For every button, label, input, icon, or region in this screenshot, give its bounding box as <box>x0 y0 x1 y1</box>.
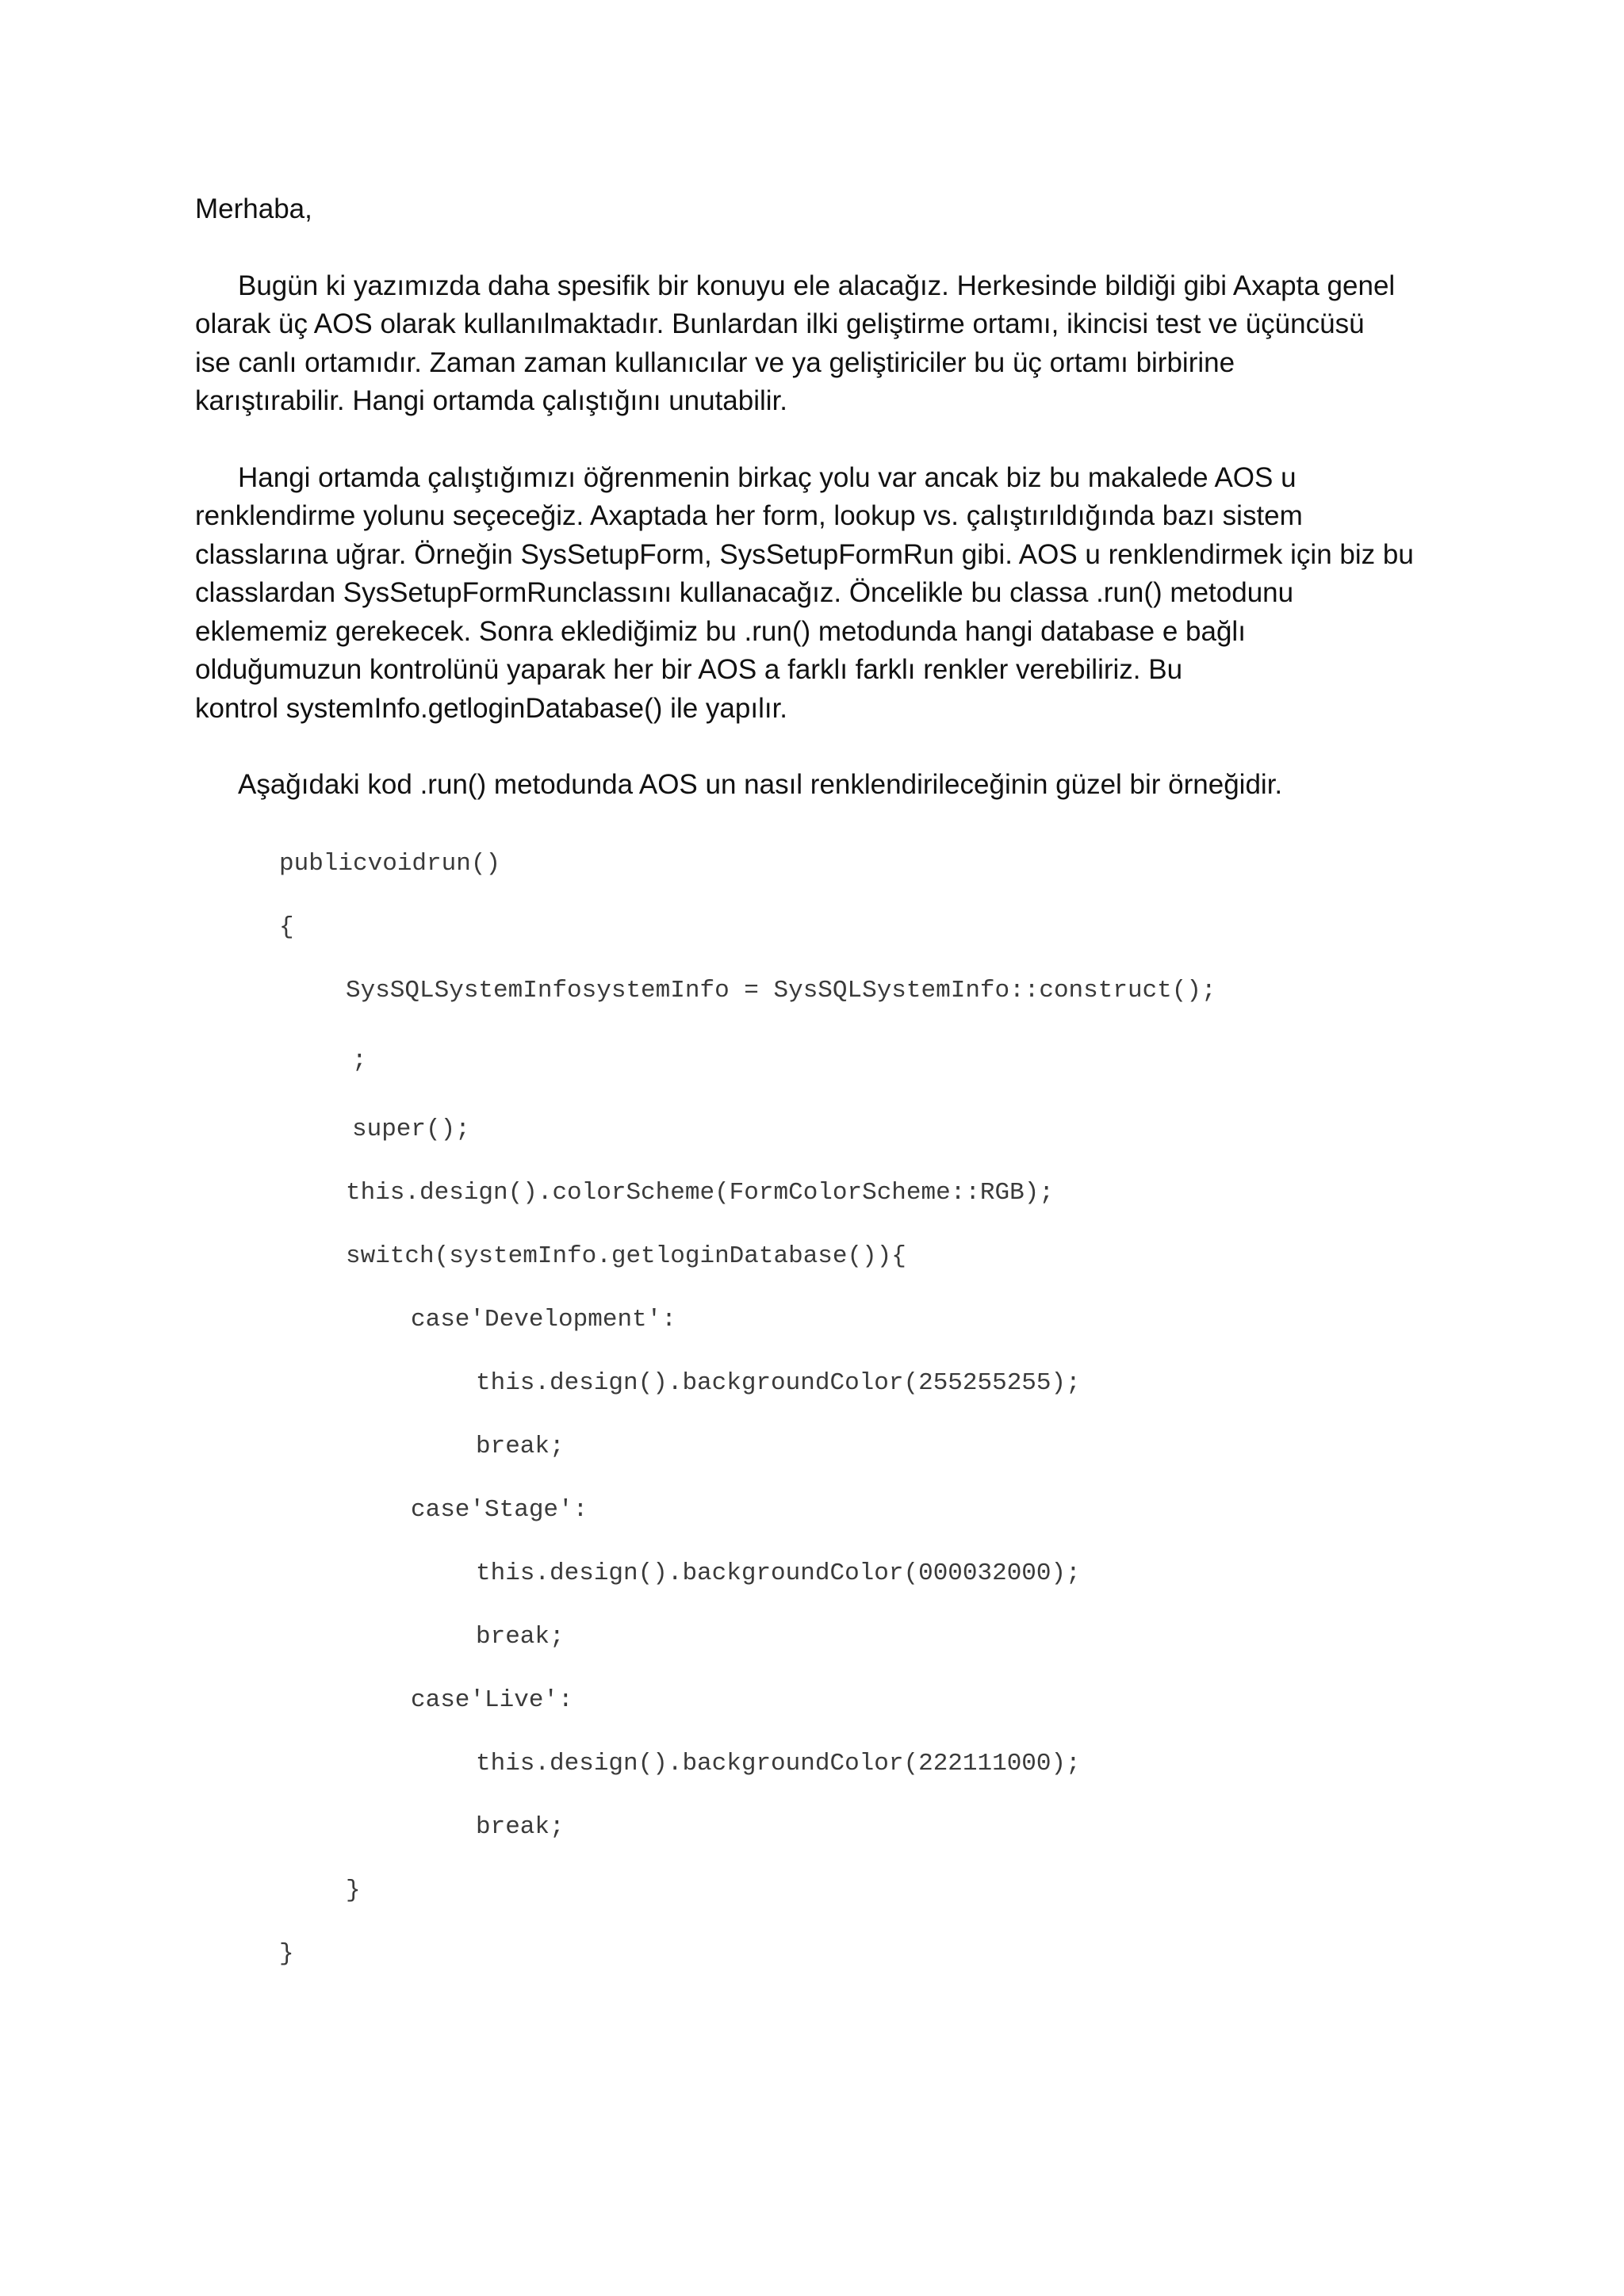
code-line: ; <box>352 1047 367 1074</box>
code-line: break; <box>476 1813 565 1841</box>
code-line: this.design().backgroundColor(222111000); <box>476 1750 1081 1777</box>
paragraph-1 <box>195 267 1464 421</box>
code-line: this.design().colorScheme(FormColorScheme::RGB); <box>346 1179 1054 1207</box>
code-line: SysSQLSystemInfosystemInfo = SysSQLSystemInfo::construct(); <box>346 977 1216 1004</box>
paragraph-2-line: renklendirme yolunu seçeceğiz. Axaptada her form, lookup vs. çalıştırıldığında bazı sistem <box>195 500 1303 531</box>
paragraph-1-line: Bugün ki yazımızda daha spesifik bir konuyu ele alacağız. Herkesinde bildiği gibi Axapta genel <box>238 270 1396 301</box>
code-line: switch(systemInfo.getloginDatabase()){ <box>346 1242 906 1270</box>
paragraph-1-line: olarak üç AOS olarak kullanılmaktadır. Bunlardan ilki geliştirme ortamı, ikincisi test ve üçüncüsü <box>195 308 1365 339</box>
code-line: break; <box>476 1623 565 1651</box>
paragraph-2-line: eklememiz gerekecek. Sonra eklediğimiz bu .run() metodunda hangi database e bağlı <box>195 615 1246 647</box>
code-line: case'Development': <box>411 1306 676 1334</box>
paragraph-1-line: karıştırabilir. Hangi ortamda çalıştığını unutabilir. <box>195 385 788 416</box>
code-line: super(); <box>352 1115 470 1143</box>
paragraph-3 <box>195 766 1464 805</box>
paragraph-3-line: Aşağıdaki kod .run() metodunda AOS un nasıl renklendirileceğinin güzel bir örneğidir. <box>238 769 1283 800</box>
code-line: { <box>279 913 294 941</box>
paragraph-2-line: Hangi ortamda çalıştığımızı öğrenmenin birkaç yolu var ancak biz bu makalede AOS u <box>238 461 1297 493</box>
paragraph-2-line: kontrol systemInfo.getloginDatabase() ile yapılır. <box>195 692 788 724</box>
code-line: case'Stage': <box>411 1496 588 1524</box>
paragraph-1-line: ise canlı ortamıdır. Zaman zaman kullanıcılar ve ya geliştiriciler bu üç ortamı birbirine <box>195 346 1235 378</box>
paragraph-2-line: classlarına uğrar. Örneğin SysSetupForm, SysSetupFormRun gibi. AOS u renklendirmek için biz bu <box>195 538 1414 570</box>
code-line: this.design().backgroundColor(000032000); <box>476 1559 1081 1587</box>
code-line: case'Live': <box>411 1686 573 1714</box>
paragraph-2 <box>195 459 1464 729</box>
paragraph-2-line: olduğumuzun kontrolünü yaparak her bir AOS a farklı farklı renkler verebiliriz. Bu <box>195 654 1183 685</box>
greeting: Merhaba, <box>195 193 312 224</box>
code-line: break; <box>476 1433 565 1460</box>
code-line: publicvoidrun() <box>279 850 501 878</box>
code-line: this.design().backgroundColor(255255255); <box>476 1369 1081 1397</box>
article-body <box>195 190 1464 805</box>
code-line: } <box>346 1877 361 1904</box>
paragraph-2-line: classlardan SysSetupFormRunclassını kullanacağız. Öncelikle bu classa .run() metodunu <box>195 577 1294 608</box>
code-line: } <box>279 1940 294 1968</box>
